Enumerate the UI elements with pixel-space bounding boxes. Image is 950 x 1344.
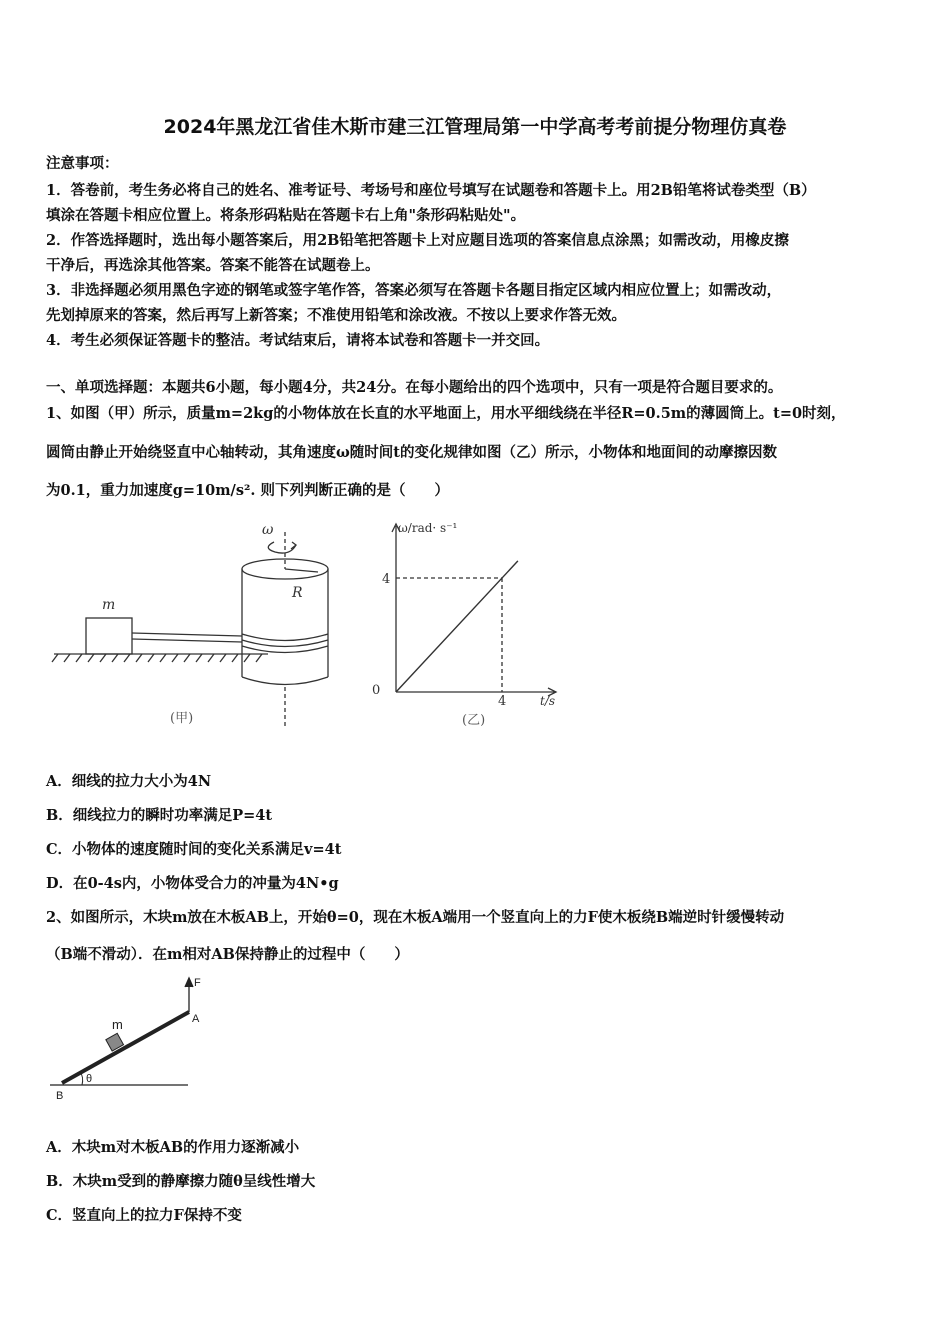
page-title: 2024年黑龙江省佳木斯市建三江管理局第一中学高考考前提分物理仿真卷: [163, 116, 787, 138]
notice-line: 3．非选择题必须用黑色字迹的钢笔或签字笔作答，答案必须写在答题卡各题目指定区域内相应位置上；如需改动，: [46, 282, 782, 299]
x-axis-label: t/s: [540, 694, 556, 708]
radius-label: R: [292, 585, 303, 601]
q2-stem-line2: （B端不滑动）．在m相对AB保持静止的过程中（ ）: [46, 946, 409, 963]
q1-stem-line2: 圆筒由静止开始绕竖直中心轴转动，其角速度ω随时间t的变化规律如图（乙）所示，小物体和地面间的动摩擦因数: [46, 444, 777, 461]
figure-caption-yi: (乙): [462, 713, 486, 728]
notice-line: 2．作答选择题时，选出每小题答案后，用2B铅笔把答题卡上对应题目选项的答案信息点涂黑；如需改动，用橡皮擦: [46, 232, 789, 249]
y-tick-label: 4: [382, 572, 391, 587]
q1-option-d: D．在0-4s内，小物体受合力的冲量为4N•g: [46, 875, 339, 892]
end-b-label: B: [56, 1090, 64, 1102]
origin-label: 0: [372, 683, 381, 698]
q2-option-c: C．竖直向上的拉力F保持不变: [46, 1207, 242, 1224]
string-bottom: [132, 639, 242, 642]
notice-line: 1．答卷前，考生务必将自己的姓名、准考证号、考场号和座位号填写在试题卷和答题卡上。用2B铅笔将试卷类型（B）: [46, 182, 816, 199]
section-heading: 一、单项选择题：本题共6小题，每小题4分，共24分。在每小题给出的四个选项中，只有一项是符合题目要求的。: [46, 379, 783, 396]
ground-hatch: [52, 654, 262, 662]
q1-figure-yi-chart: [360, 512, 600, 734]
board-ab: [62, 1012, 189, 1083]
notice-line: 先划掉原来的答案，然后再写上新答案；不准使用铅笔和涂改液。不按以上要求作答无效。: [46, 307, 626, 324]
notice-heading: 注意事项：: [46, 155, 119, 172]
q1-stem-line3: 为0.1，重力加速度g=10m/s². 则下列判断正确的是（ ）: [46, 482, 449, 499]
force-label: F: [194, 977, 201, 989]
end-a-label: A: [192, 1013, 200, 1025]
small-block: [86, 618, 132, 654]
q1-stem-line1: 1、如图（甲）所示，质量m=2kg的小物体放在长直的水平地面上，用水平细线绕在半径R=0.5m的薄圆筒上。t=0时刻，: [46, 405, 846, 422]
q2-option-a: A．木块m对木板AB的作用力逐渐减小: [46, 1139, 300, 1156]
q2-stem-line1: 2、如图所示，木块m放在木板AB上，开始θ=0，现在木板A端用一个竖直向上的力F使木板绕B端逆时针缓慢转动: [46, 909, 785, 926]
data-series-line: [396, 561, 518, 692]
mass-label: m: [102, 597, 116, 613]
notice-line: 干净后，再选涂其他答案。答案不能答在试题卷上。: [46, 257, 380, 274]
angle-label: θ: [86, 1073, 93, 1085]
notice-line: 填涂在答题卡相应位置上。将条形码粘贴在答题卡右上角"条形码粘贴处"。: [46, 207, 526, 224]
q1-figure-jia: [46, 512, 356, 734]
q2-figure: [46, 972, 206, 1104]
string-top: [132, 633, 242, 636]
q2-option-b: B．木块m受到的静摩擦力随θ呈线性增大: [46, 1173, 316, 1190]
notice-line: 4．考生必须保证答题卡的整洁。考试结束后，请将本试卷和答题卡一并交回。: [46, 332, 550, 349]
figure-caption-jia: (甲): [170, 711, 194, 726]
mass-label: m: [112, 1017, 123, 1032]
x-tick-label: 4: [498, 694, 507, 709]
radius-line: [285, 569, 318, 572]
y-axis-label: ω/rad· s⁻¹: [398, 521, 458, 535]
q1-option-a: A．细线的拉力大小为4N: [46, 773, 212, 790]
q1-option-c: C．小物体的速度随时间的变化关系满足v=4t: [46, 841, 342, 858]
q1-option-b: B．细线拉力的瞬时功率满足P=4t: [46, 807, 273, 824]
omega-label: ω: [262, 522, 274, 538]
